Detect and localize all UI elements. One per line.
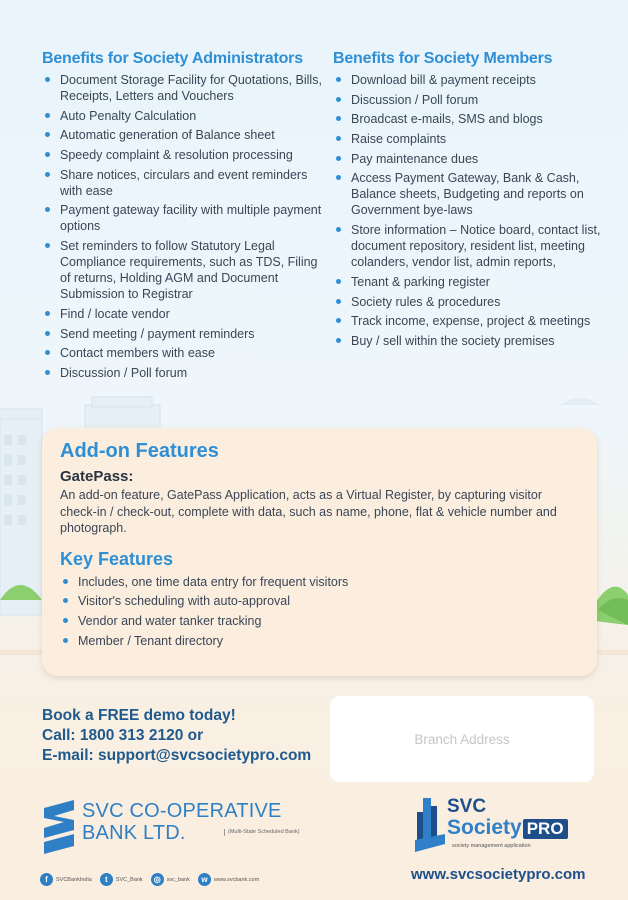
list-item: Send meeting / payment reminders [42, 326, 327, 342]
svc-bank-emblem-icon [40, 800, 78, 854]
phone-line[interactable]: Call: 1800 313 2120 or [42, 727, 204, 744]
social-twitter[interactable]: t SVC_Bank [100, 873, 143, 886]
list-item: Download bill & payment receipts [333, 72, 603, 88]
key-features-title: Key Features [60, 548, 174, 569]
social-instagram[interactable]: ◎ svc_bank [151, 873, 190, 886]
bullet-icon [45, 152, 50, 157]
twitter-icon: t [100, 873, 113, 886]
website-link[interactable]: www.svcsocietypro.com [411, 866, 586, 883]
list-item: Broadcast e-mails, SMS and blogs [333, 111, 603, 127]
list-item: Buy / sell within the society premises [333, 333, 603, 349]
list-item: Raise complaints [333, 131, 603, 147]
bullet-icon [336, 318, 341, 323]
instagram-icon: ◎ [151, 873, 164, 886]
list-item: Share notices, circulars and event reminders with ease [42, 167, 327, 199]
list-item: Pay maintenance dues [333, 151, 603, 167]
list-item: Society rules & procedures [333, 294, 603, 310]
bullet-icon [336, 299, 341, 304]
addon-features-card [42, 428, 597, 676]
society-pro-building-icon [415, 794, 445, 852]
bullet-icon [45, 350, 50, 355]
list-item: Includes, one time data entry for frequent visitors [60, 574, 579, 590]
bank-subtitle: (Multi-State Scheduled Bank) [224, 829, 304, 836]
admin-benefits-list [42, 72, 327, 381]
bullet-icon [63, 638, 68, 643]
demo-heading: Book a FREE demo today! [42, 707, 236, 724]
facebook-icon: f [40, 873, 53, 886]
list-item: Vendor and water tanker tracking [60, 613, 579, 629]
bank-name: SVC CO-OPERATIVE BANK LTD. [82, 800, 282, 844]
admin-benefits-title: Benefits for Society Administrators [42, 50, 303, 67]
bullet-icon [336, 227, 341, 232]
bullet-icon [63, 579, 68, 584]
pro-logo-tagline: society management application [452, 843, 531, 849]
member-benefits-title: Benefits for Society Members [333, 50, 553, 67]
svc-bank-logo [40, 800, 310, 860]
bullet-icon [63, 598, 68, 603]
list-item: Find / locate vendor [42, 306, 327, 322]
bullet-icon [336, 175, 341, 180]
bullet-icon [45, 77, 50, 82]
bullet-icon [336, 338, 341, 343]
bullet-icon [45, 370, 50, 375]
member-benefits-list [333, 72, 603, 349]
pro-badge: PRO [523, 819, 568, 839]
bullet-icon [45, 113, 50, 118]
bullet-icon [45, 331, 50, 336]
pro-logo-svc: SVC [447, 796, 487, 817]
pro-logo-society: Society PRO [447, 816, 568, 840]
bullet-icon [336, 97, 341, 102]
admin-benefits-section [42, 50, 327, 385]
list-item: Member / Tenant directory [60, 633, 579, 649]
bullet-icon [63, 618, 68, 623]
list-item: Contact members with ease [42, 345, 327, 361]
list-item: Track income, expense, project & meetings [333, 313, 603, 329]
bullet-icon [45, 207, 50, 212]
list-item: Payment gateway facility with multiple payment options [42, 202, 327, 234]
bullet-icon [336, 116, 341, 121]
bullet-icon [45, 172, 50, 177]
web-icon: w [198, 873, 211, 886]
list-item: Visitor's scheduling with auto-approval [60, 593, 579, 609]
bullet-icon [336, 136, 341, 141]
bullet-icon [45, 243, 50, 248]
list-item: Auto Penalty Calculation [42, 108, 327, 124]
list-item: Speedy complaint & resolution processing [42, 147, 327, 163]
list-item: Discussion / Poll forum [42, 365, 327, 381]
gatepass-title: GatePass: [60, 468, 134, 485]
social-links [40, 873, 267, 886]
bullet-icon [336, 77, 341, 82]
social-web[interactable]: w www.svcbank.com [198, 873, 259, 886]
list-item: Store information – Notice board, contact list, document repository, resident list, meeting colanders, vendor list, admin reports, [333, 222, 603, 270]
list-item: Set reminders to follow Statutory Legal Compliance requirements, such as TDS, Filing of returns, Holding AGM and Document Submission to Registrar [42, 238, 327, 302]
list-item: Automatic generation of Balance sheet [42, 127, 327, 143]
bullet-icon [45, 311, 50, 316]
bullet-icon [45, 132, 50, 137]
society-pro-logo [415, 792, 595, 862]
addon-title: Add-on Features [60, 440, 219, 462]
contact-block [42, 706, 311, 766]
email-line[interactable]: E-mail: support@svcsocietypro.com [42, 747, 312, 764]
key-features-list [60, 574, 579, 649]
bullet-icon [336, 279, 341, 284]
list-item: Discussion / Poll forum [333, 92, 603, 108]
list-item: Tenant & parking register [333, 274, 603, 290]
branch-address-box: Branch Address [330, 696, 594, 782]
list-item: Access Payment Gateway, Bank & Cash, Balance sheets, Budgeting and reports on Government bye-laws [333, 170, 603, 218]
member-benefits-section [333, 50, 603, 353]
bullet-icon [336, 156, 341, 161]
social-facebook[interactable]: f SVCBankIndia [40, 873, 92, 886]
list-item: Document Storage Facility for Quotations, Bills, Receipts, Letters and Vouchers [42, 72, 327, 104]
gatepass-description: An add-on feature, GatePass Application, acts as a Virtual Register, by capturing visitor check-in / check-out, complete with data, such as name, phone, flat & vehicle number and photograph. [60, 488, 557, 535]
